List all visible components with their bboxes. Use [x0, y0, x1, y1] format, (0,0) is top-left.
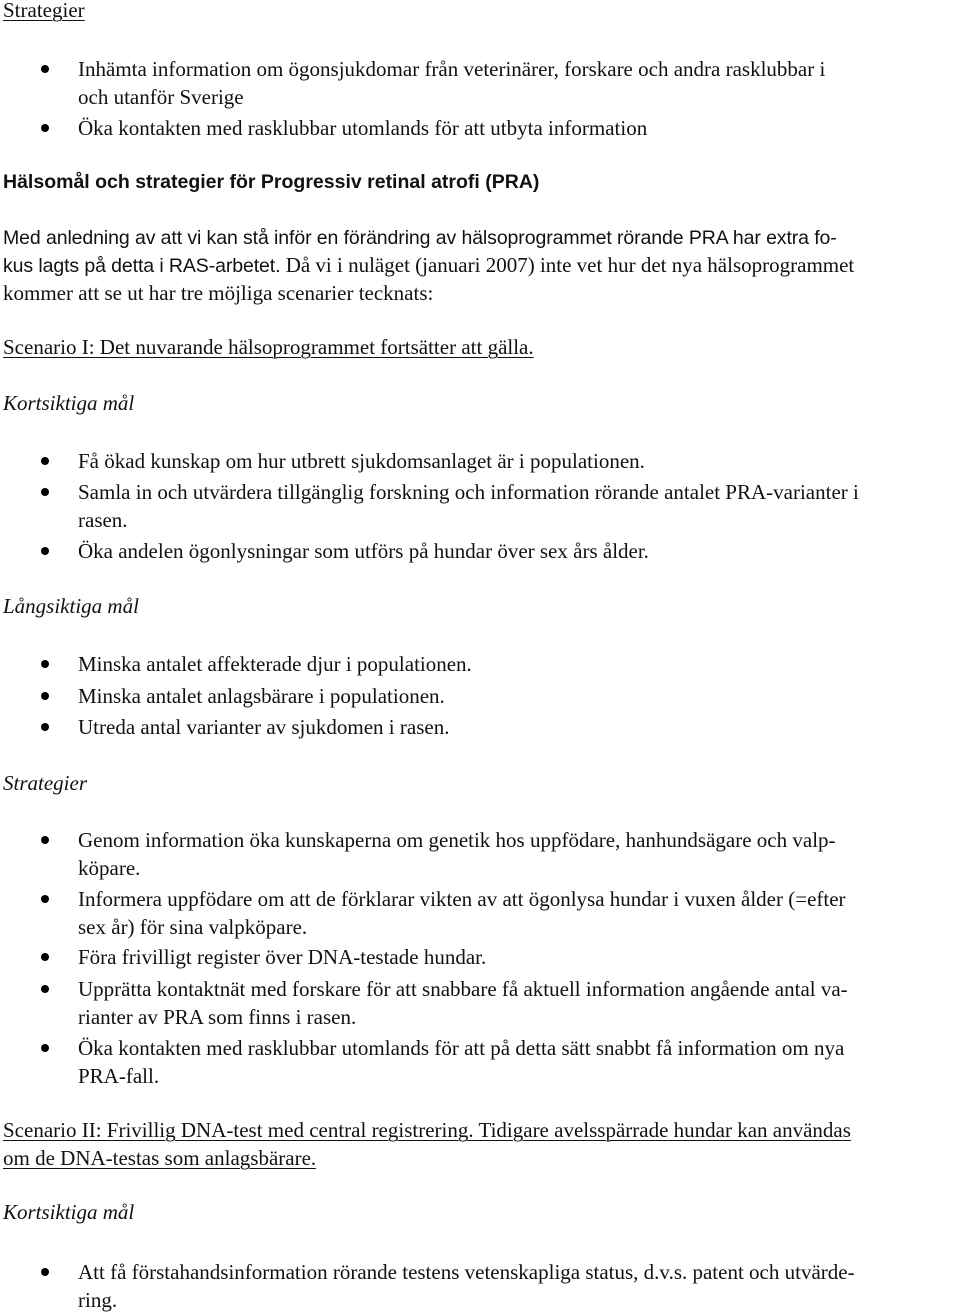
bullet-icon [41, 488, 49, 496]
list-item [0, 943, 960, 971]
section-title-strategier: Strategier [3, 0, 85, 22]
long-term-goals-label: Långsiktiga mål [3, 594, 139, 618]
bullet-icon [41, 1268, 49, 1276]
list-item-continuation: rasen. [78, 508, 128, 532]
list-item-text: Minska antalet affekterade djur i populationen. [78, 652, 472, 676]
bullet-icon [41, 953, 49, 961]
strategies-label: Strategier [3, 771, 87, 795]
list-item [0, 1258, 960, 1286]
list-item [0, 975, 960, 1003]
list-item-text: Öka andelen ögonlysningar som utförs på hundar över sex års ålder. [78, 539, 649, 563]
list-item-text: Att få förstahandsinformation rörande testens vetenskapliga status, d.v.s. patent och utvärde- [78, 1260, 855, 1284]
list-item [0, 478, 960, 506]
list-item [0, 55, 960, 83]
list-item-text: Genom information öka kunskaperna om genetik hos uppfödare, hanhundsägare och valp- [78, 828, 836, 852]
list-item-text: Inhämta information om ögonsjukdomar från veterinärer, forskare och andra rasklubbar i [78, 57, 826, 81]
list-item-text: Samla in och utvärdera tillgänglig forskning och information rörande antalet PRA-varianter i [78, 480, 859, 504]
pra-paragraph-sans: kus lagts på detta i RAS-arbetet. [3, 255, 281, 277]
list-item-text: Utreda antal varianter av sjukdomen i rasen. [78, 715, 450, 739]
pra-paragraph-line: Med anledning av att vi kan stå inför en förändring av hälsoprogrammet rörande PRA har extra fo- [3, 227, 837, 249]
list-item-continuation: ring. [78, 1288, 118, 1312]
pra-paragraph-line [3, 251, 854, 280]
list-item [0, 826, 960, 854]
bullet-icon [41, 457, 49, 465]
bullet-icon [41, 692, 49, 700]
list-item [0, 713, 960, 741]
bullet-icon [41, 660, 49, 668]
list-item [0, 114, 960, 142]
bullet-icon [41, 1044, 49, 1052]
bullet-icon [41, 723, 49, 731]
scenario-2-title-cont: om de DNA-testas som anlagsbärare. [3, 1146, 317, 1170]
list-item-continuation: köpare. [78, 856, 141, 880]
scenario-1-title: Scenario I: Det nuvarande hälsoprogrammet fortsätter att gälla. [3, 335, 534, 359]
list-item-text: Upprätta kontaktnät med forskare för att snabbare få aktuell information angående antal va- [78, 977, 848, 1001]
list-item-text: Öka kontakten med rasklubbar utomlands för att utbyta information [78, 116, 648, 140]
list-item-continuation: och utanför Sverige [78, 85, 244, 109]
bullet-icon [41, 547, 49, 555]
short-term-goals-label: Kortsiktiga mål [3, 391, 135, 415]
list-item-text: Informera uppfödare om att de förklarar vikten av att ögonlysa hundar i vuxen ålder (=efter [78, 887, 846, 911]
bullet-icon [41, 985, 49, 993]
list-item [0, 447, 960, 475]
list-item-continuation: rianter av PRA som finns i rasen. [78, 1005, 357, 1029]
list-item-text: Få ökad kunskap om hur utbrett sjukdomsanlaget är i populationen. [78, 449, 645, 473]
pra-heading: Hälsomål och strategier för Progressiv retinal atrofi (PRA) [3, 171, 540, 193]
list-item-text: Minska antalet anlagsbärare i populationen. [78, 684, 445, 708]
list-item-text: Föra frivilligt register över DNA-testade hundar. [78, 945, 487, 969]
scenario-2-title: Scenario II: Frivillig DNA-test med central registrering. Tidigare avelsspärrade hundar kan användas [3, 1118, 851, 1142]
bullet-icon [41, 836, 49, 844]
list-item [0, 537, 960, 565]
bullet-icon [41, 65, 49, 73]
list-item [0, 682, 960, 710]
pra-paragraph-line: kommer att se ut har tre möjliga scenarier tecknats: [3, 281, 434, 305]
list-item [0, 1034, 960, 1062]
list-item [0, 650, 960, 678]
list-item-continuation: sex år) för sina valpköpare. [78, 915, 308, 939]
pra-paragraph-serif: Då vi i nuläget (januari 2007) inte vet hur det nya hälsoprogrammet [280, 253, 855, 277]
list-item-continuation: PRA-fall. [78, 1064, 160, 1088]
bullet-icon [41, 895, 49, 903]
list-item [0, 885, 960, 913]
bullet-icon [41, 124, 49, 132]
list-item-text: Öka kontakten med rasklubbar utomlands för att på detta sätt snabbt få information om nya [78, 1036, 845, 1060]
short-term-goals-label: Kortsiktiga mål [3, 1200, 135, 1224]
